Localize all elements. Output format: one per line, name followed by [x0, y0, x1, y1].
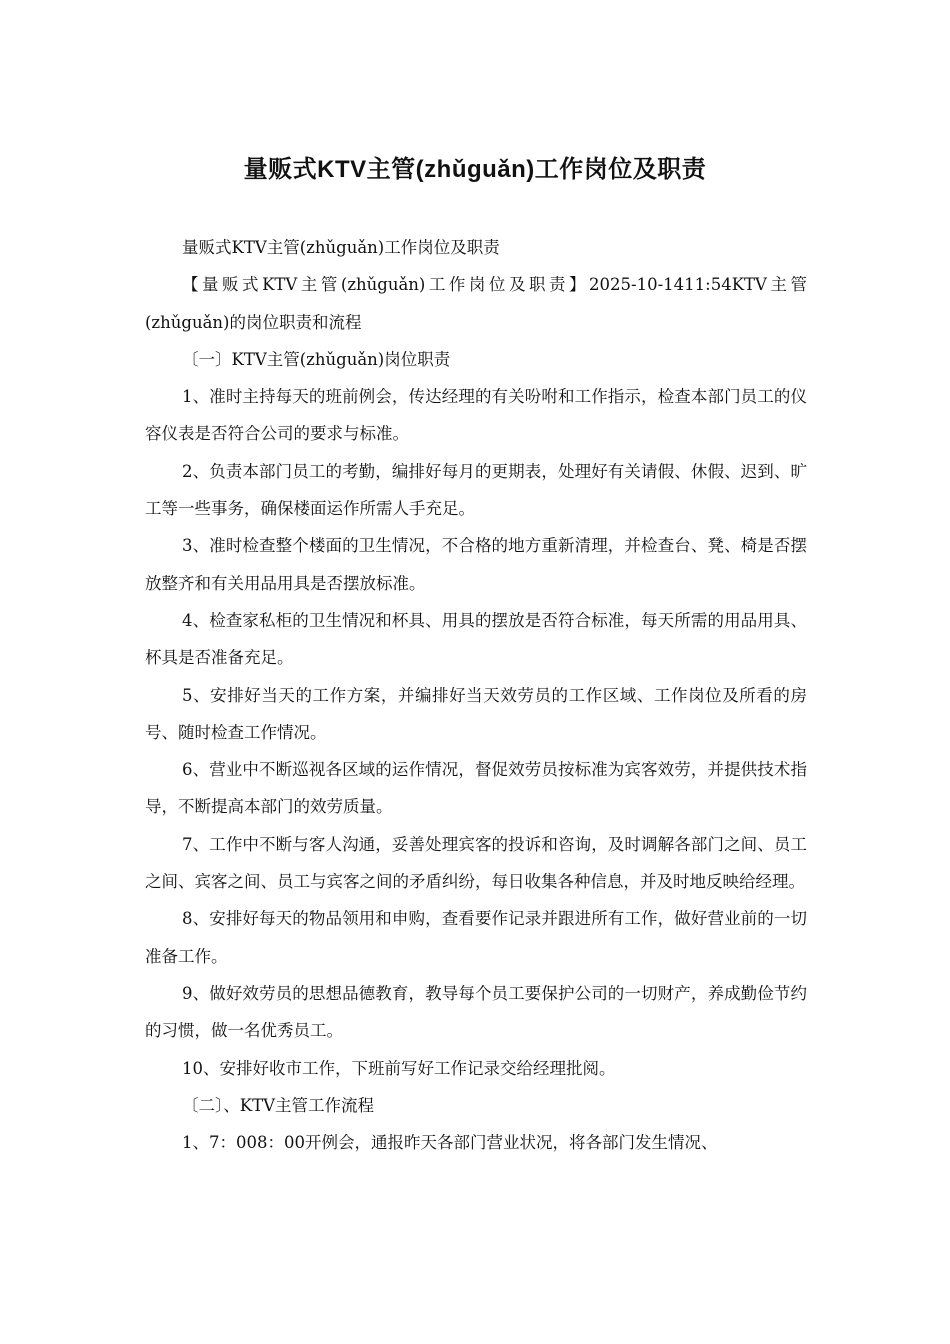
duty-item-1: 1、准时主持每天的班前例会，传达经理的有关吩咐和工作指示，检查本部门员工的仪容仪表是否符合公司的要求与标准。 — [145, 387, 807, 444]
duty-item-7: 7、工作中不断与客人沟通，妥善处理宾客的投诉和咨询，及时调解各部门之间、员工之间、宾客之间、员工与宾客之间的矛盾纠纷，每日收集各种信息，并及时地反映给经理。 — [145, 834, 807, 892]
paragraph-source-line: 【量贩式KTV主管(zhǔguǎn)工作岗位及职责】2025-10-1411:54KTV主管(zhǔguǎn)的岗位职责和流程 — [145, 275, 807, 332]
duty-item-4: 4、检查家私柜的卫生情况和杯具、用具的摆放是否符合标准，每天所需的用品用具、杯具是否准备充足。 — [145, 610, 807, 668]
duty-item-9: 9、做好效劳员的思想品德教育，教导每个员工要保护公司的一切财产，养成勤俭节约的习惯，做一名优秀员工。 — [145, 983, 807, 1041]
paragraph-heading-repeat: 量贩式KTV主管(zhǔguǎn)工作岗位及职责 — [182, 238, 500, 257]
section-heading-workflow: 〔二〕、KTV主管工作流程 — [182, 1095, 374, 1115]
duty-item-3: 3、准时检查整个楼面的卫生情况，不合格的地方重新清理，并检查台、凳、椅是否摆放整齐和有关用品用具是否摆放标准。 — [145, 536, 807, 593]
duty-item-5: 5、安排好当天的工作方案，并编排好当天效劳员的工作区域、工作岗位及所看的房号、随时检查工作情况。 — [145, 685, 807, 742]
duty-item-8: 8、安排好每天的物品领用和申购，查看要作记录并跟进所有工作，做好营业前的一切准备工作。 — [145, 909, 807, 966]
section-heading-duties: 〔一〕KTV主管(zhǔguǎn)岗位职责 — [182, 349, 451, 369]
duty-item-10: 10、安排好收市工作，下班前写好工作记录交给经理批阅。 — [182, 1058, 616, 1078]
duty-item-6: 6、营业中不断巡视各区域的运作情况，督促效劳员按标准为宾客效劳，并提供技术指导，不断提高本部门的效劳质量。 — [145, 760, 807, 817]
duty-item-2: 2、负责本部门员工的考勤，编排好每月的更期表，处理好有关请假、休假、迟到、旷工等一些事务，确保楼面运作所需人手充足。 — [145, 461, 807, 519]
document-body — [145, 229, 807, 1161]
workflow-item-1: 1、7：008：00开例会，通报昨天各部门营业状况，将各部门发生情况、 — [182, 1133, 718, 1153]
document-title: 量贩式KTV主管(zhǔguǎn)工作岗位及职责 — [243, 156, 707, 183]
